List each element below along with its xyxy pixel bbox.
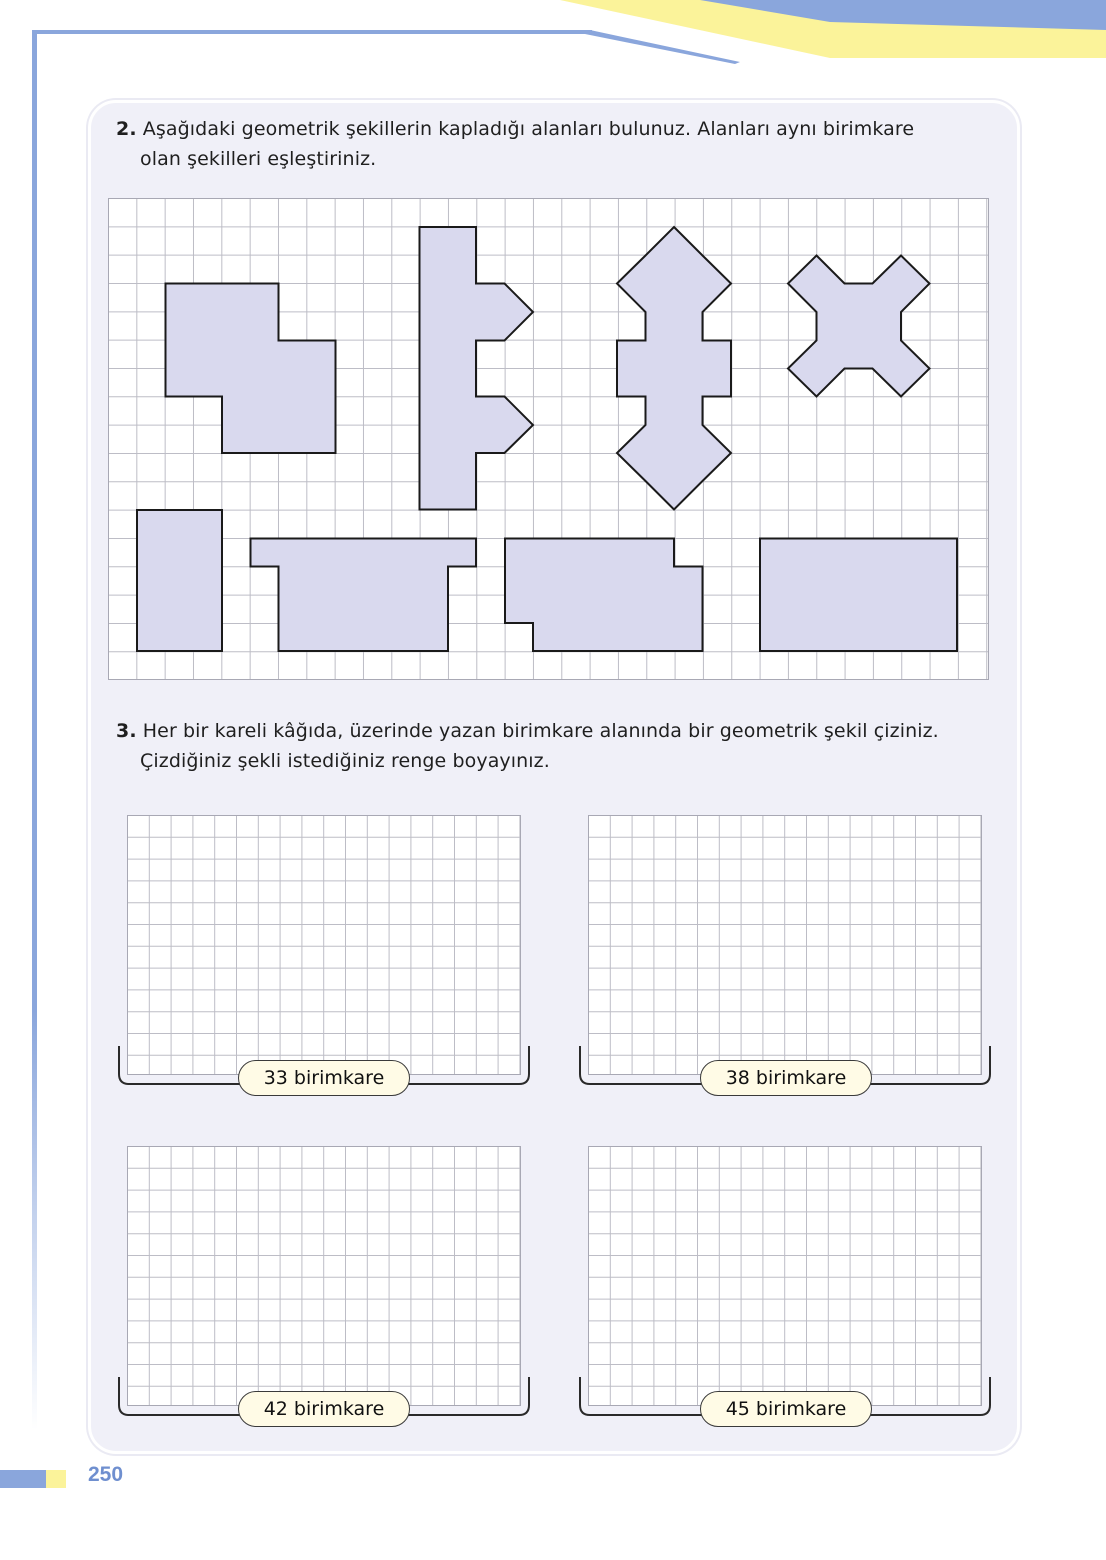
question-3 [116,716,996,776]
page-number: 250 [88,1463,124,1486]
header-decoration [0,0,1106,70]
drawing-grid-label-38: 38 birimkare [700,1060,872,1096]
shape-wide-rectangle-polygon [760,539,957,652]
question-3-text-line1: Her bir kareli kâğıda, üzerinde yazan birimkare alanında bir geometrik şekil çiziniz. [142,720,939,742]
question-2-text-line2: olan şekilleri eşleştiriniz. [140,148,377,170]
header-line [32,30,592,34]
drawing-grid-label-33: 33 birimkare [238,1060,410,1096]
shape-t-polygon [251,539,477,652]
shapes-grid [108,198,990,682]
drawing-grid-45[interactable] [577,1143,995,1419]
shape-stepped-rectangle-polygon [505,539,703,652]
question-2 [116,114,996,174]
question-2-number: 2. [116,118,137,140]
drawing-grid-label-45: 45 birimkare [700,1391,872,1427]
footer-color-bar [0,1470,70,1488]
left-margin-bar [32,30,37,1430]
drawing-grid-33[interactable] [116,812,534,1088]
question-3-text-line2: Çizdiğiniz şekli istediğiniz renge boyayınız. [140,750,550,772]
shape-arrow-column-polygon [617,227,731,510]
drawing-grid-38[interactable] [577,812,995,1088]
shape-small-rectangle-polygon [137,510,222,651]
question-3-number: 3. [116,720,137,742]
question-2-text-line1: Aşağıdaki geometrik şekillerin kapladığı alanları bulunuz. Alanları aynı birimkare [142,118,915,140]
drawing-grid-label-42: 42 birimkare [238,1391,410,1427]
drawing-grid-42[interactable] [116,1143,534,1419]
